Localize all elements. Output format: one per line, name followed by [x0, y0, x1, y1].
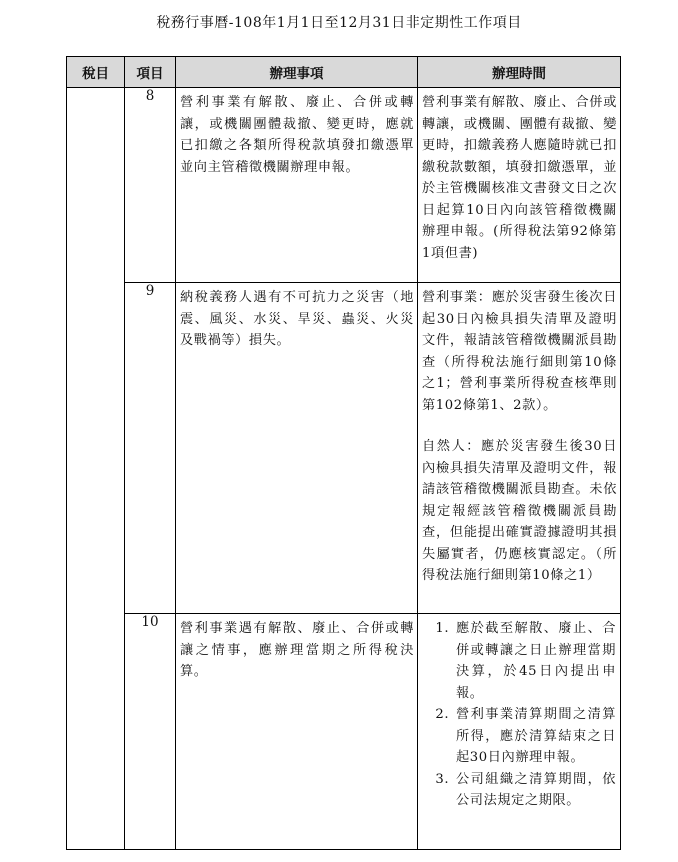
timing-text: 營利事業有解散、廢止、合併或轉讓，或機關、團體有裁撤、變更時，扣繳義務人應隨時就已扣繳稅款數額，填發扣繳憑單，並於主管機關核准文書發文日之次日起算10日內向該管稽徵機關辦理申報。(所得稅法第92條第1項但書): [422, 95, 617, 261]
list-item: 1. 應於截至解散、廢止、合併或轉讓之日止辦理當期決算，於45日內提出申報。: [454, 618, 616, 704]
matter-cell: [176, 88, 418, 283]
timing-text: [418, 283, 620, 589]
table-row: [67, 283, 621, 614]
matter-text: 納稅義務人遇有不可抗力之災害（地震、風災、水災、旱災、蟲災、火災及戰禍等）損失。: [180, 290, 414, 348]
matter-text: 營利事業有解散、廢止、合併或轉讓，或機關團體裁撤、變更時，應就已扣繳之各類所得稅款填發扣繳憑單並向主管稽徵機關辦理申報。: [180, 95, 414, 175]
header-matter: 辦理事項: [176, 57, 418, 88]
header-item: 項目: [125, 57, 176, 88]
schedule-table: [66, 56, 621, 850]
timing-individual-paragraph: 自然人：應於災害發生後30日內檢具損失清單及證明文件，報請該管稽徵機關派員勘查。未依規定報經該管稽徵機關派員勘查，但能提出確實證據證明其損失屬實者，仍應核實認定。（所得稅法施行細則第10條之1）: [422, 439, 617, 583]
header-tax-item: 稅目: [67, 57, 125, 88]
item-number: 8: [125, 88, 176, 283]
matter-cell: [176, 614, 418, 850]
item-number: 9: [125, 283, 176, 614]
matter-text: 營利事業遇有解散、廢止、合併或轉讓之情事，應辦理當期之所得稅決算。: [180, 621, 414, 679]
timing-cell: [418, 283, 621, 614]
matter-cell: [176, 283, 418, 614]
timing-list: [418, 614, 620, 814]
timing-cell: [418, 88, 621, 283]
timing-cell: [418, 614, 621, 850]
item-number: 10: [125, 614, 176, 850]
header-timing: 辦理時間: [418, 57, 621, 88]
table-row: [67, 614, 621, 850]
list-item: 3. 公司組織之清算期間，依公司法規定之期限。: [454, 769, 616, 812]
table-row: [67, 88, 621, 283]
timing-business-paragraph: 營利事業：應於災害發生後次日起30日內檢具損失清單及證明文件，報請該管稽徵機關派員勘查（所得稅法施行細則第10條之1；營利事業所得稅查核準則第102條第1、2款）。: [422, 290, 617, 413]
document-title: 稅務行事曆-108年1月1日至12月31日非定期性工作項目: [156, 15, 522, 31]
list-item: 2. 營利事業清算期間之清算所得，應於清算結束之日起30日內辦理申報。: [454, 704, 616, 769]
tax-item-cell: [67, 88, 125, 850]
header-row: [67, 57, 621, 88]
